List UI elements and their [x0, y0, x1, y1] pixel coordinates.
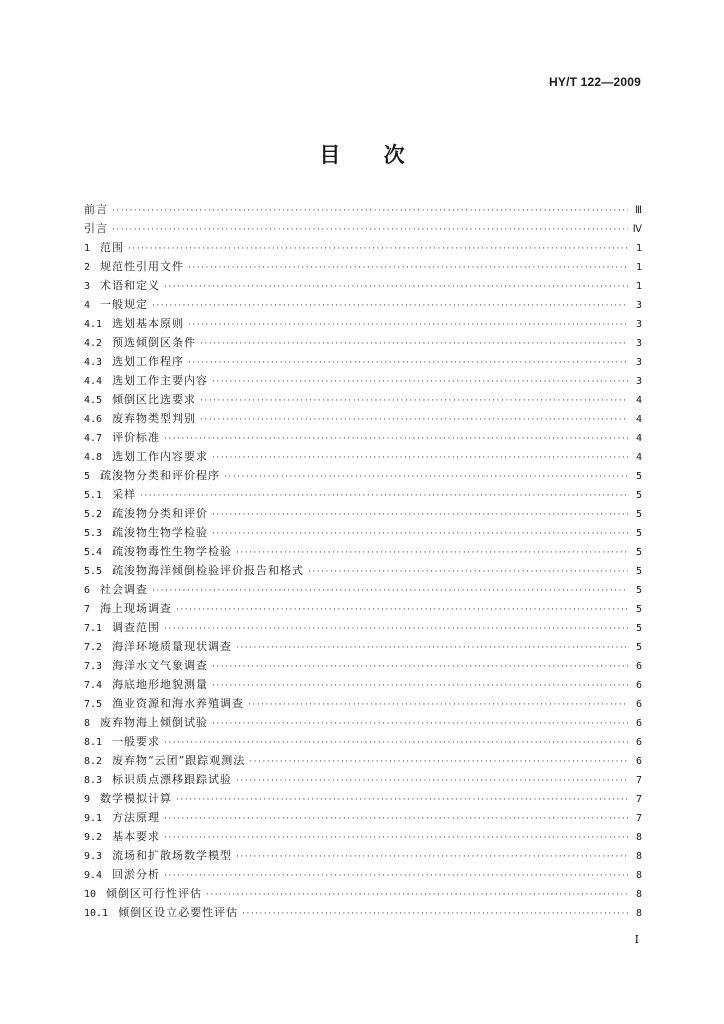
toc-entry-leader-dots: [188, 259, 628, 278]
toc-entry-leader-dots: [164, 810, 628, 829]
toc-entry-title: 术语和定义: [100, 279, 161, 292]
toc-entry-number: 10.1: [84, 908, 109, 919]
toc-entry-leader-dots: [200, 392, 628, 411]
toc-entry-leader-dots: [212, 373, 628, 392]
toc-entry-page: 1: [635, 281, 642, 292]
toc-entry-number: 4.7: [84, 433, 103, 444]
toc-entry-leader-dots: [164, 829, 628, 848]
toc-entry-title: 方法原理: [112, 811, 161, 824]
toc-entry-leader-dots: [206, 886, 628, 905]
toc-entry-number: 3: [84, 281, 91, 292]
toc-entry[interactable]: [84, 238, 642, 257]
toc-entry-page: 5: [635, 471, 642, 482]
toc-entry-page: 4: [635, 395, 642, 406]
toc-entry-page: 6: [635, 718, 642, 729]
toc-entry[interactable]: [84, 485, 642, 504]
toc-entry-number: 10: [84, 889, 97, 900]
toc-entry[interactable]: [84, 580, 642, 599]
toc-entry-number: 9: [84, 794, 91, 805]
toc-entry-leader-dots: [164, 620, 628, 639]
toc-entry[interactable]: [84, 276, 642, 295]
toc-entry-page: 7: [635, 813, 642, 824]
toc-entry-leader-dots: [212, 715, 628, 734]
toc-entry[interactable]: [84, 447, 642, 466]
toc-entry-leader-dots: [212, 658, 628, 677]
toc-entry-leader-dots: [188, 316, 628, 335]
toc-entry[interactable]: [84, 694, 642, 713]
toc-entry-page: 3: [635, 338, 642, 349]
toc-entry-number: 5.5: [84, 566, 103, 577]
toc-entry-title: 一般规定: [100, 298, 149, 311]
toc-entry-page: Ⅲ: [635, 205, 642, 216]
toc-entry-title: 数学模拟计算: [100, 792, 173, 805]
toc-entry-leader-dots: [249, 753, 628, 772]
standard-code: HY/T 122—2009: [549, 75, 641, 89]
toc-entry-leader-dots: [164, 430, 628, 449]
toc-entry[interactable]: [84, 808, 642, 827]
toc-title: [0, 139, 724, 169]
toc-entry-title: 选划工作程序: [112, 355, 185, 368]
toc-entry-number: 4.1: [84, 319, 103, 330]
toc-entry-title: 废弃物类型判别: [112, 412, 197, 425]
toc-title-char-2: 次: [383, 143, 405, 167]
toc-entry-title: 采样: [112, 488, 137, 501]
toc-entry-number: 6: [84, 585, 91, 596]
toc-entry-page: 5: [635, 528, 642, 539]
toc-entry-title: 海洋环境质量现状调查: [112, 640, 233, 653]
toc-entry[interactable]: [84, 200, 642, 219]
toc-entry[interactable]: [84, 656, 642, 675]
toc-entry-page: 4: [635, 433, 642, 444]
toc-entry[interactable]: [84, 295, 642, 314]
toc-entry[interactable]: [84, 675, 642, 694]
toc-entry-title: 预选倾倒区条件: [112, 336, 197, 349]
toc-entry-page: 7: [635, 794, 642, 805]
toc-entry-page: 3: [635, 300, 642, 311]
toc-entry-page: 6: [635, 661, 642, 672]
toc-entry-page: 8: [635, 908, 642, 919]
toc-entry[interactable]: [84, 219, 642, 238]
toc-entry-number: 1: [84, 243, 91, 254]
toc-entry-number: 9.4: [84, 870, 103, 881]
toc-entry-number: 9.2: [84, 832, 103, 843]
toc-entry-number: 7.3: [84, 661, 103, 672]
toc-entry-page: 8: [635, 832, 642, 843]
toc-entry-leader-dots: [200, 335, 628, 354]
toc-entry-page: 1: [635, 243, 642, 254]
toc-entry[interactable]: [84, 523, 642, 542]
toc-entry-title: 选划基本原则: [112, 317, 185, 330]
toc-entry-leader-dots: [236, 848, 628, 867]
toc-entry-title: 废弃物海上倾倒试验: [100, 716, 209, 729]
toc-entry-leader-dots: [152, 297, 628, 316]
toc-entry-leader-dots: [212, 449, 628, 468]
toc-entry[interactable]: [84, 561, 642, 580]
toc-entry-page: Ⅳ: [632, 224, 642, 235]
toc-entry-title: 海洋水文气象调查: [112, 659, 209, 672]
toc-entry[interactable]: [84, 314, 642, 333]
toc-entry[interactable]: [84, 333, 642, 352]
toc-entry-leader-dots: [164, 278, 628, 297]
toc-entry-leader-dots: [212, 506, 628, 525]
toc-entry-page: 5: [635, 490, 642, 501]
toc-entry-page: 6: [635, 737, 642, 748]
toc-entry-title: 海上现场调查: [100, 602, 173, 615]
page-number: I: [634, 933, 639, 946]
toc-entry-number: 4.4: [84, 376, 103, 387]
toc-entry-page: 8: [635, 851, 642, 862]
toc-entry-leader-dots: [112, 221, 628, 240]
toc-entry-number: 4.6: [84, 414, 103, 425]
toc-entry-page: 5: [635, 566, 642, 577]
toc-entry-page: 5: [635, 642, 642, 653]
toc-entry[interactable]: [84, 770, 642, 789]
toc-entry-number: 5: [84, 471, 91, 482]
toc-entry-page: 5: [635, 585, 642, 596]
toc-entry[interactable]: [84, 599, 642, 618]
toc-entry[interactable]: [84, 846, 642, 865]
toc-entry-leader-dots: [236, 639, 628, 658]
toc-entry-leader-dots: [164, 867, 628, 886]
toc-entry-leader-dots: [176, 601, 628, 620]
toc-entry[interactable]: [84, 371, 642, 390]
toc-entry[interactable]: [84, 466, 642, 485]
toc-entry[interactable]: [84, 257, 642, 276]
toc-entry[interactable]: [84, 504, 642, 523]
toc-entry-title: 倾倒区比选要求: [112, 393, 197, 406]
toc-entry-title: 回淤分析: [112, 868, 161, 881]
toc-entry[interactable]: [84, 618, 642, 637]
toc-entry-number: 7.4: [84, 680, 103, 691]
toc-entry-title: 疏浚物生物学检验: [112, 526, 209, 539]
toc-entry[interactable]: [84, 352, 642, 371]
toc-entry-leader-dots: [224, 468, 628, 487]
toc-entry-page: 3: [635, 357, 642, 368]
toc-entry-title: 调查范围: [112, 621, 161, 634]
toc-entry[interactable]: [84, 428, 642, 447]
toc-entry-leader-dots: [212, 525, 628, 544]
toc-entry-title: 疏浚物海洋倾倒检验评价报告和格式: [112, 564, 305, 577]
toc-entry-title: 疏浚物分类和评价: [112, 507, 209, 520]
toc-entry-number: 9.1: [84, 813, 103, 824]
toc-entry-number: 5.4: [84, 547, 103, 558]
toc-entry-title: 前言: [84, 203, 108, 216]
toc-entry-leader-dots: [212, 677, 628, 696]
toc-entry-title: 选划工作主要内容: [112, 374, 209, 387]
toc-entry-page: 8: [635, 889, 642, 900]
toc-entry-number: 8.2: [84, 756, 103, 767]
toc-entry[interactable]: [84, 409, 642, 428]
toc-entry[interactable]: [84, 865, 642, 884]
toc-entry-number: 9.3: [84, 851, 103, 862]
toc-entry[interactable]: [84, 732, 642, 751]
toc-entry-number: 8.3: [84, 775, 103, 786]
toc-entry-number: 8.1: [84, 737, 103, 748]
toc-entry-number: 7: [84, 604, 91, 615]
toc-entry-page: 4: [635, 452, 642, 463]
toc-entry-title: 渔业资源和海水养殖调查: [112, 697, 245, 710]
toc-entry-page: 1: [635, 262, 642, 273]
toc-entry-leader-dots: [152, 582, 628, 601]
toc-entry-number: 5.1: [84, 490, 103, 501]
toc-entry-leader-dots: [308, 563, 628, 582]
toc-entry-title: 社会调查: [100, 583, 149, 596]
toc-entry-title: 疏浚物毒性生物学检验: [112, 545, 233, 558]
toc-entry[interactable]: [84, 713, 642, 732]
toc-entry-number: 8: [84, 718, 91, 729]
toc-entry-leader-dots: [112, 202, 628, 221]
toc-entry-title: 海底地形地貌测量: [112, 678, 209, 691]
toc-entry-number: 7.1: [84, 623, 103, 634]
toc-entry-page: 5: [635, 604, 642, 615]
toc-entry-title: 引言: [84, 222, 108, 235]
toc-entry-number: 2: [84, 262, 91, 273]
toc-entry-number: 5.3: [84, 528, 103, 539]
toc-entry-title: 选划工作内容要求: [112, 450, 209, 463]
toc-entry-leader-dots: [242, 905, 628, 924]
toc-entry-page: 6: [635, 680, 642, 691]
toc-entry-page: 4: [635, 414, 642, 425]
toc-entry[interactable]: [84, 390, 642, 409]
toc-entry-title: 倾倒区设立必要性评估: [118, 906, 239, 919]
toc-entry[interactable]: [84, 637, 642, 656]
toc-entry-page: 5: [635, 547, 642, 558]
toc-entry[interactable]: [84, 884, 642, 903]
toc-entry-title: 废弃物“云团”跟踪观测法: [112, 754, 246, 767]
toc-entry-title: 评价标准: [112, 431, 161, 444]
toc-entry-page: 3: [635, 319, 642, 330]
toc-entry-number: 4.3: [84, 357, 103, 368]
toc-entry-number: 4.5: [84, 395, 103, 406]
toc-entry-leader-dots: [176, 791, 628, 810]
toc-entry-number: 5.2: [84, 509, 103, 520]
toc-title-char-1: 目: [319, 143, 341, 167]
toc-entry-title: 标识质点漂移跟踪试验: [112, 773, 233, 786]
toc-entry[interactable]: [84, 751, 642, 770]
toc-entry-leader-dots: [188, 354, 628, 373]
toc-entry-number: 7.2: [84, 642, 103, 653]
toc-entry-leader-dots: [236, 772, 628, 791]
toc-entry-page: 6: [635, 756, 642, 767]
toc-entry-title: 倾倒区可行性评估: [106, 887, 203, 900]
toc-entry[interactable]: [84, 827, 642, 846]
toc-entry-leader-dots: [128, 240, 628, 259]
toc-entry[interactable]: [84, 542, 642, 561]
toc-list: [84, 200, 642, 922]
toc-entry[interactable]: [84, 903, 642, 922]
toc-entry-page: 5: [635, 623, 642, 634]
toc-entry-number: 7.5: [84, 699, 103, 710]
toc-entry-title: 一般要求: [112, 735, 161, 748]
toc-entry-number: 4.8: [84, 452, 103, 463]
toc-entry-leader-dots: [248, 696, 628, 715]
toc-entry-title: 流场和扩散场数学模型: [112, 849, 233, 862]
toc-entry-title: 疏浚物分类和评价程序: [100, 469, 221, 482]
toc-entry-page: 8: [635, 870, 642, 881]
toc-entry-number: 4: [84, 300, 91, 311]
toc-entry[interactable]: [84, 789, 642, 808]
toc-entry-page: 7: [635, 775, 642, 786]
toc-entry-page: 5: [635, 509, 642, 520]
toc-entry-page: 6: [635, 699, 642, 710]
toc-entry-leader-dots: [200, 411, 628, 430]
toc-entry-title: 范围: [100, 241, 125, 254]
toc-entry-leader-dots: [140, 487, 628, 506]
toc-entry-number: 4.2: [84, 338, 103, 349]
toc-entry-page: 3: [635, 376, 642, 387]
toc-entry-title: 规范性引用文件: [100, 260, 185, 273]
toc-entry-title: 基本要求: [112, 830, 161, 843]
